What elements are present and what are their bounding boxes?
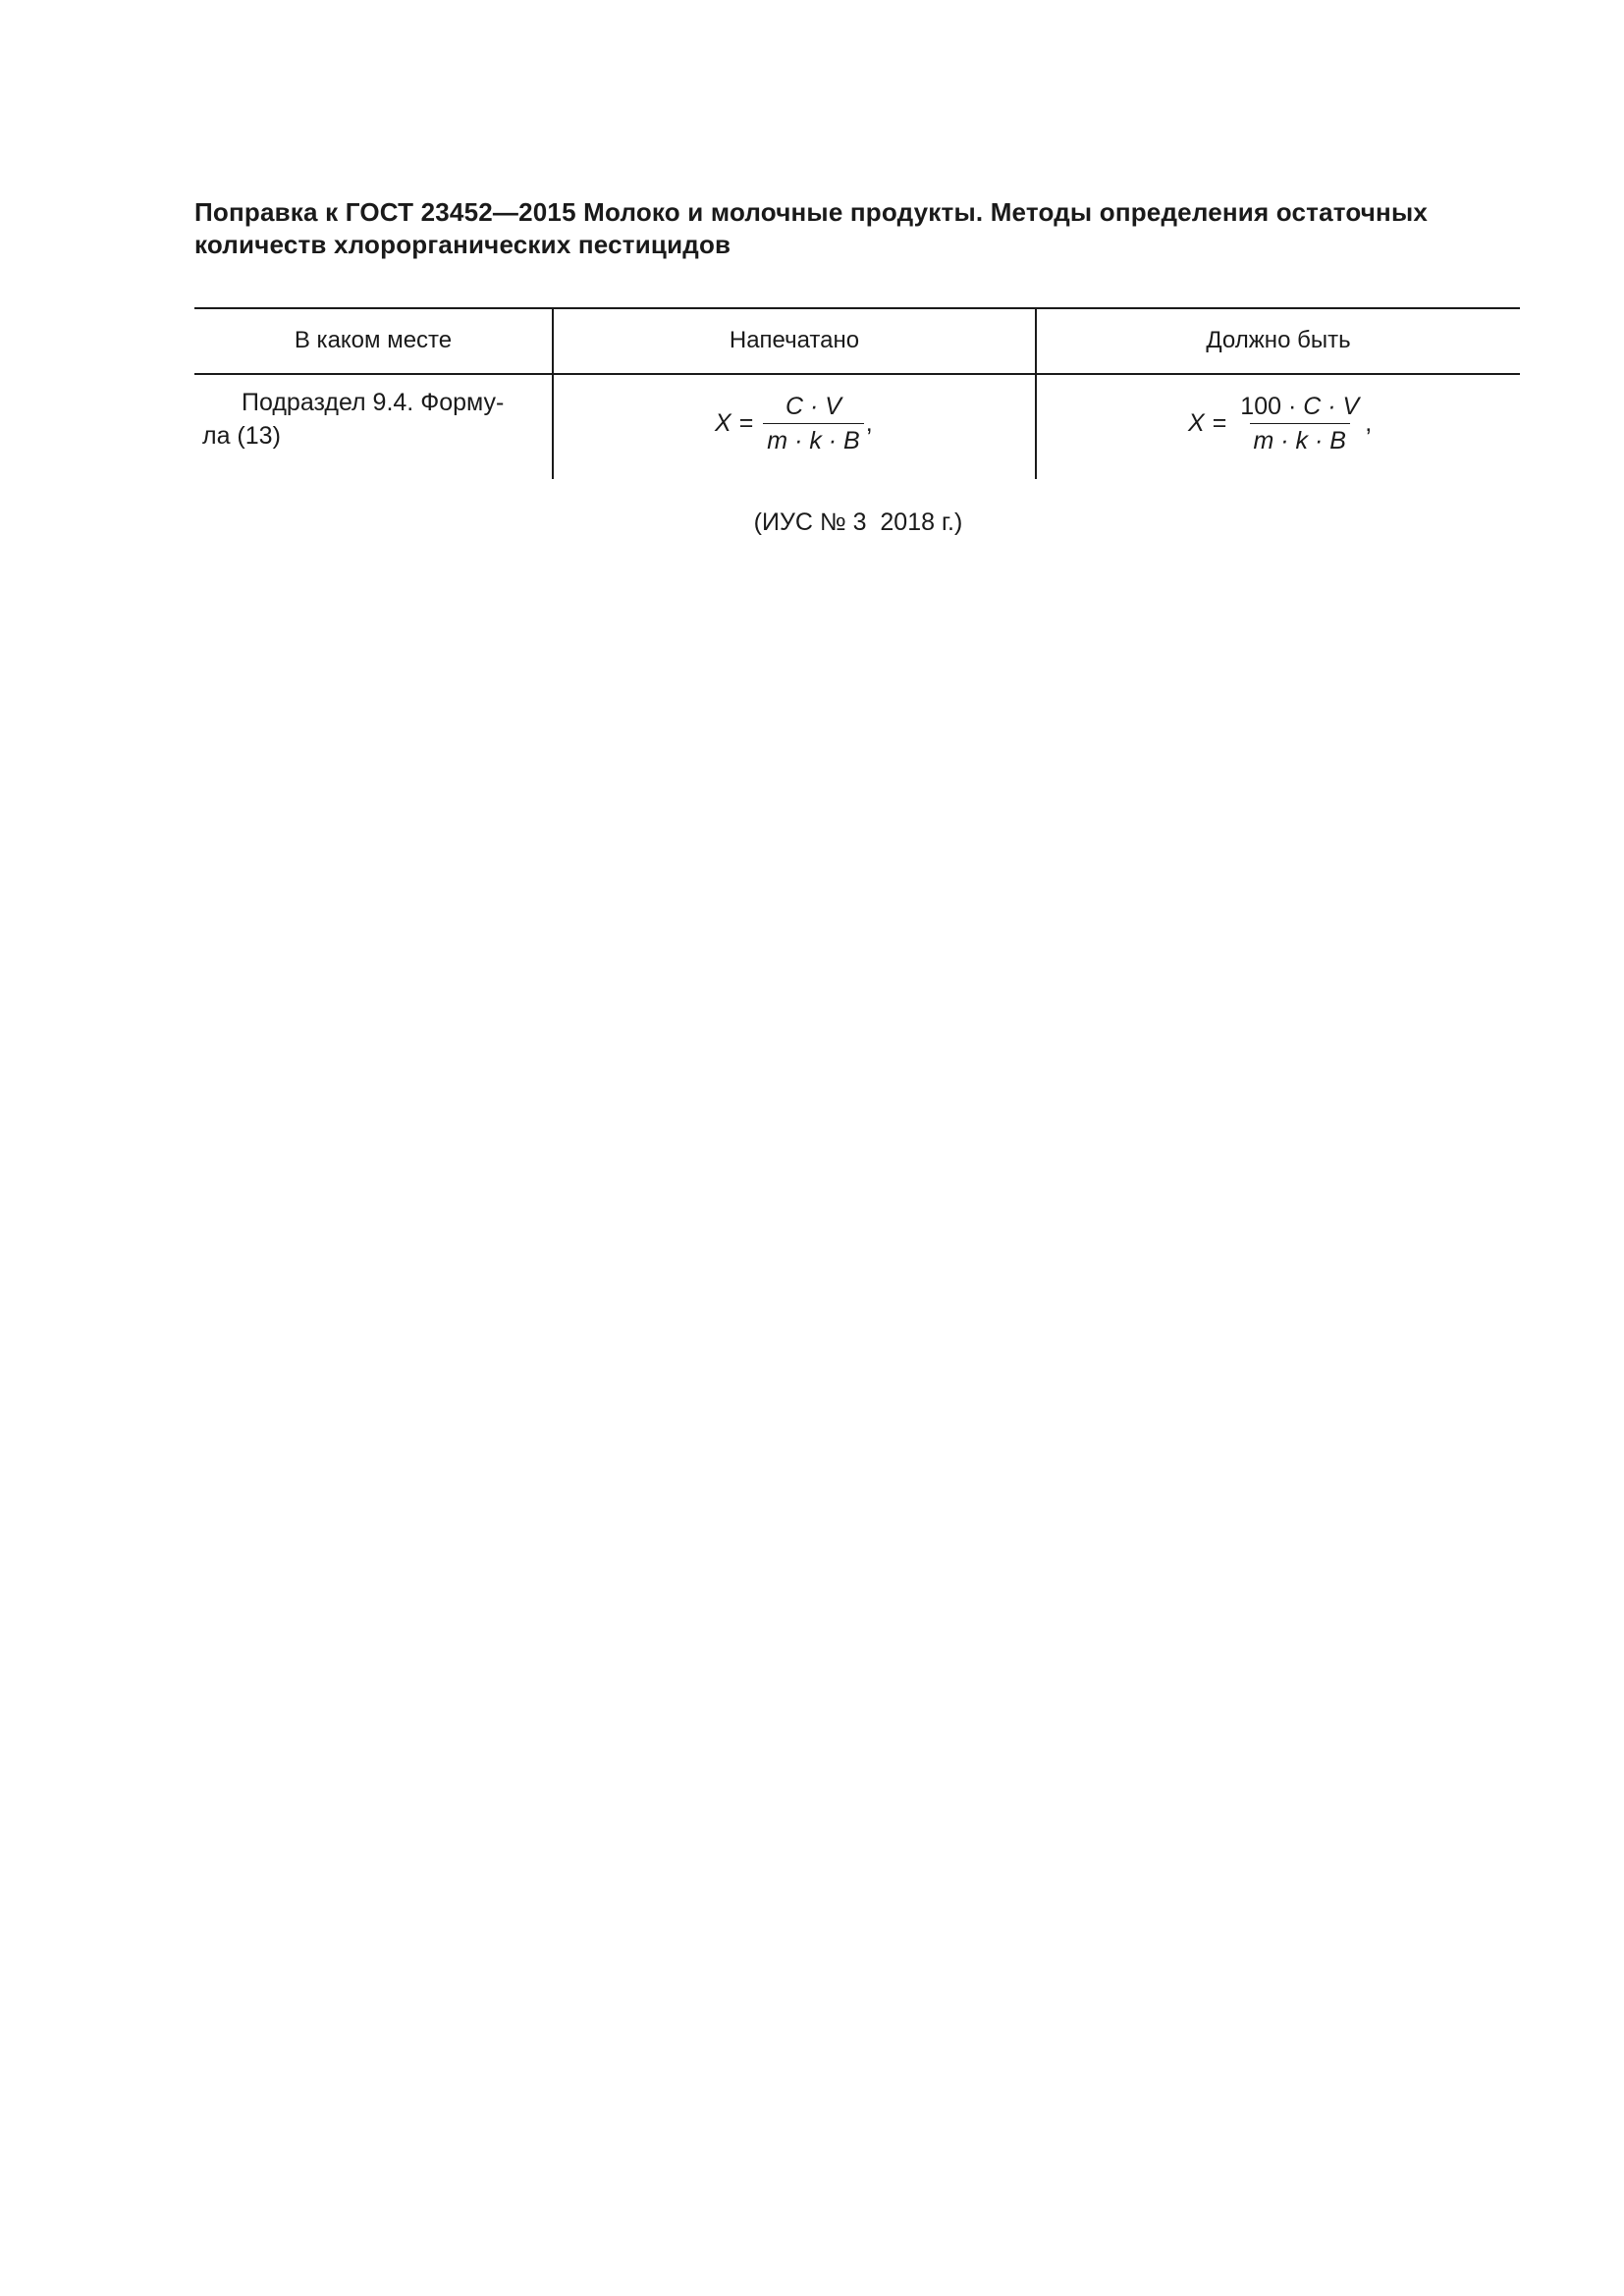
formula-fraction <box>763 394 863 454</box>
formula-correct <box>1188 394 1372 454</box>
document-title: Поправка к ГОСТ 23452—2015 Молоко и молочные продукты. Методы определения остаточных количеств хлорорганических пестицидов <box>194 197 1429 259</box>
formula-numerator: C · V <box>785 393 841 420</box>
formula-comma: , <box>1365 409 1373 437</box>
formula-printed <box>715 394 873 454</box>
table-header-divider <box>194 373 1520 375</box>
formula-comma: , <box>865 409 873 437</box>
formula-equals: = <box>738 409 754 437</box>
formula-denominator: m · k · B <box>1250 423 1350 454</box>
formula-lhs: X <box>1188 409 1205 437</box>
correction-table <box>194 307 1520 481</box>
column-header-correct: Должно быть <box>1206 327 1351 353</box>
formula-fraction <box>1236 394 1363 454</box>
column-header-printed: Напечатано <box>729 327 860 353</box>
publication-note: (ИУС № 3 2018 г.) <box>753 508 963 536</box>
formula-lhs: X <box>715 409 731 437</box>
formula-equals: = <box>1212 409 1227 437</box>
formula-numerator-vars: C · V <box>1303 393 1360 420</box>
formula-numerator: 100 · C · V <box>1240 393 1360 420</box>
column-header-place: В каком месте <box>294 327 453 353</box>
formula-denominator: m · k · B <box>763 423 863 454</box>
table-cell-place: Подраздел 9.4. Форму- ла (13) <box>202 389 505 450</box>
formula-coefficient: 100 <box>1240 393 1282 420</box>
